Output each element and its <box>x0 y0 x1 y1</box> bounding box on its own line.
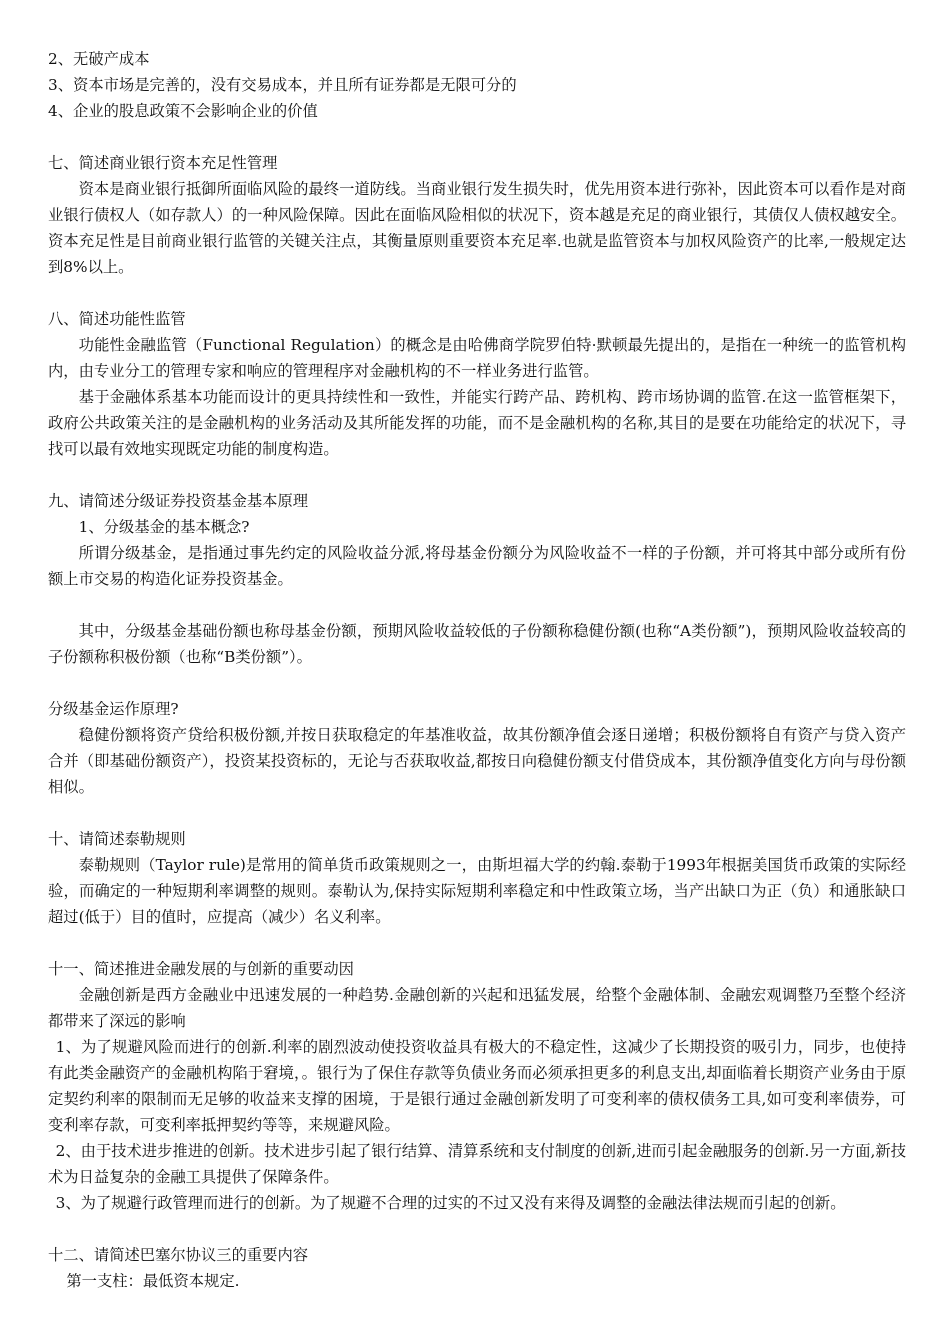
spacer <box>48 592 906 618</box>
document-page <box>48 46 906 1294</box>
section-12-heading: 十二、请简述巴塞尔协议三的重要内容 <box>48 1246 309 1264</box>
section-8-paragraph-2: 基于金融体系基本功能而设计的更具持续性和一致性，并能实行跨产品、跨机构、跨市场协调的监管.在这一监管框架下，政府公共政策关注的是金融机构的业务活动及其所能发挥的功能，而不是金融机构的名称,其目的是要在功能给定的状况下，寻找可以最有效地实现既定功能的制度构造。 <box>48 388 906 458</box>
section-11-paragraph-4: 3、为了规避行政管理而进行的创新。为了规避不合理的过实的不过又没有来得及调整的金融法律法规而引起的创新。 <box>55 1194 846 1212</box>
section-9-paragraph-2: 其中，分级基金基础份额也称母基金份额，预期风险收益较低的子份额称稳健份额(也称“A类份额”)，预期风险收益较高的子份额称积极份额（也称“B类份额”）。 <box>48 622 906 666</box>
section-9-paragraph-3: 稳健份额将资产贷给积极份额,并按日获取稳定的年基准收益，故其份额净值会逐日递增；积极份额将自有资产与贷入资产合并（即基础份额资产），投资某投资标的，无论与否获取收益,都按日向稳健份额支付借贷成本，其份额净值变化方向与母份额相似。 <box>48 726 906 796</box>
section-11-paragraph-2: 1、为了规避风险而进行的创新.利率的剧烈波动使投资收益具有极大的不稳定性，这减少了长期投资的吸引力，同步，也使持有此类金融资产的金融机构陷于窘境，。银行为了保住存款等负债业务而必须承担更多的利息支出,却面临着长期资产业务由于原定契约利率的限制而无足够的收益来支撑的困境，于是银行通过金融创新发明了可变利率的债权债务工具,如可变利率债券，可变利率存款，可变利率抵押契约等等，来规避风险。 <box>48 1038 906 1134</box>
section-9-subheading-1: 1、分级基金的基本概念? <box>78 518 250 536</box>
section-8-heading: 八、简述功能性监管 <box>48 310 186 328</box>
section-10-paragraph: 泰勒规则（Taylor rule)是常用的简单货币政策规则之一，由斯坦福大学的约翰.泰勒于1993年根据美国货币政策的实际经验，而确定的一种短期利率调整的规则。泰勒认为,保持实际短期利率稳定和中性政策立场，当产出缺口为正（负）和通胀缺口超过(低于）目的值时，应提高（减少）名义利率。 <box>48 856 906 926</box>
section-8-paragraph-1: 功能性金融监管（Functional Regulation）的概念是由哈佛商学院罗伯特·默顿最先提出的，是指在一种统一的监管机构内，由专业分工的管理专家和响应的管理程序对金融机构的不一样业务进行监管。 <box>48 336 906 380</box>
section-7-paragraph: 资本是商业银行抵御所面临风险的最终一道防线。当商业银行发生损失时，优先用资本进行弥补，因此资本可以看作是对商业银行债权人（如存款人）的一种风险保障。因此在面临风险相似的状况下，资本越是充足的商业银行，其债仅人债权越安全。资本充足性是目前商业银行监管的关键关注点，其衡量原则重要资本充足率.也就是监管资本与加权风险资产的比率,一般规定达到8%以上。 <box>48 180 906 276</box>
section-7-heading: 七、简述商业银行资本充足性管理 <box>48 154 278 172</box>
section-11-paragraph-3: 2、由于技术进步推进的创新。技术进步引起了银行结算、清算系统和支付制度的创新,进而引起金融服务的创新.另一方面,新技术为日益复杂的金融工具提供了保障条件。 <box>48 1142 906 1186</box>
section-9-heading: 九、请简述分级证券投资基金基本原理 <box>48 492 309 510</box>
section-9-subheading-2: 分级基金运作原理? <box>48 700 179 718</box>
section-10-heading: 十、请简述泰勒规则 <box>48 830 186 848</box>
section-11-paragraph-1: 金融创新是西方金融业中迅速发展的一种趋势.金融创新的兴起和迅猛发展，给整个金融体制、金融宏观调整乃至整个经济都带来了深远的影响 <box>48 986 906 1030</box>
list-item: 3、资本市场是完善的，没有交易成本，并且所有证券都是无限可分的 <box>48 76 517 94</box>
section-11-heading: 十一、简述推进金融发展的与创新的重要动因 <box>48 960 354 978</box>
section-9-paragraph-1: 所谓分级基金，是指通过事先约定的风险收益分派,将母基金份额分为风险收益不一样的子份额，并可将其中部分或所有份额上市交易的构造化证券投资基金。 <box>48 544 906 588</box>
list-item: 2、无破产成本 <box>48 50 150 68</box>
section-12-paragraph: 第一支柱：最低资本规定. <box>66 1272 240 1290</box>
list-item: 4、企业的股息政策不会影响企业的价值 <box>48 102 318 120</box>
